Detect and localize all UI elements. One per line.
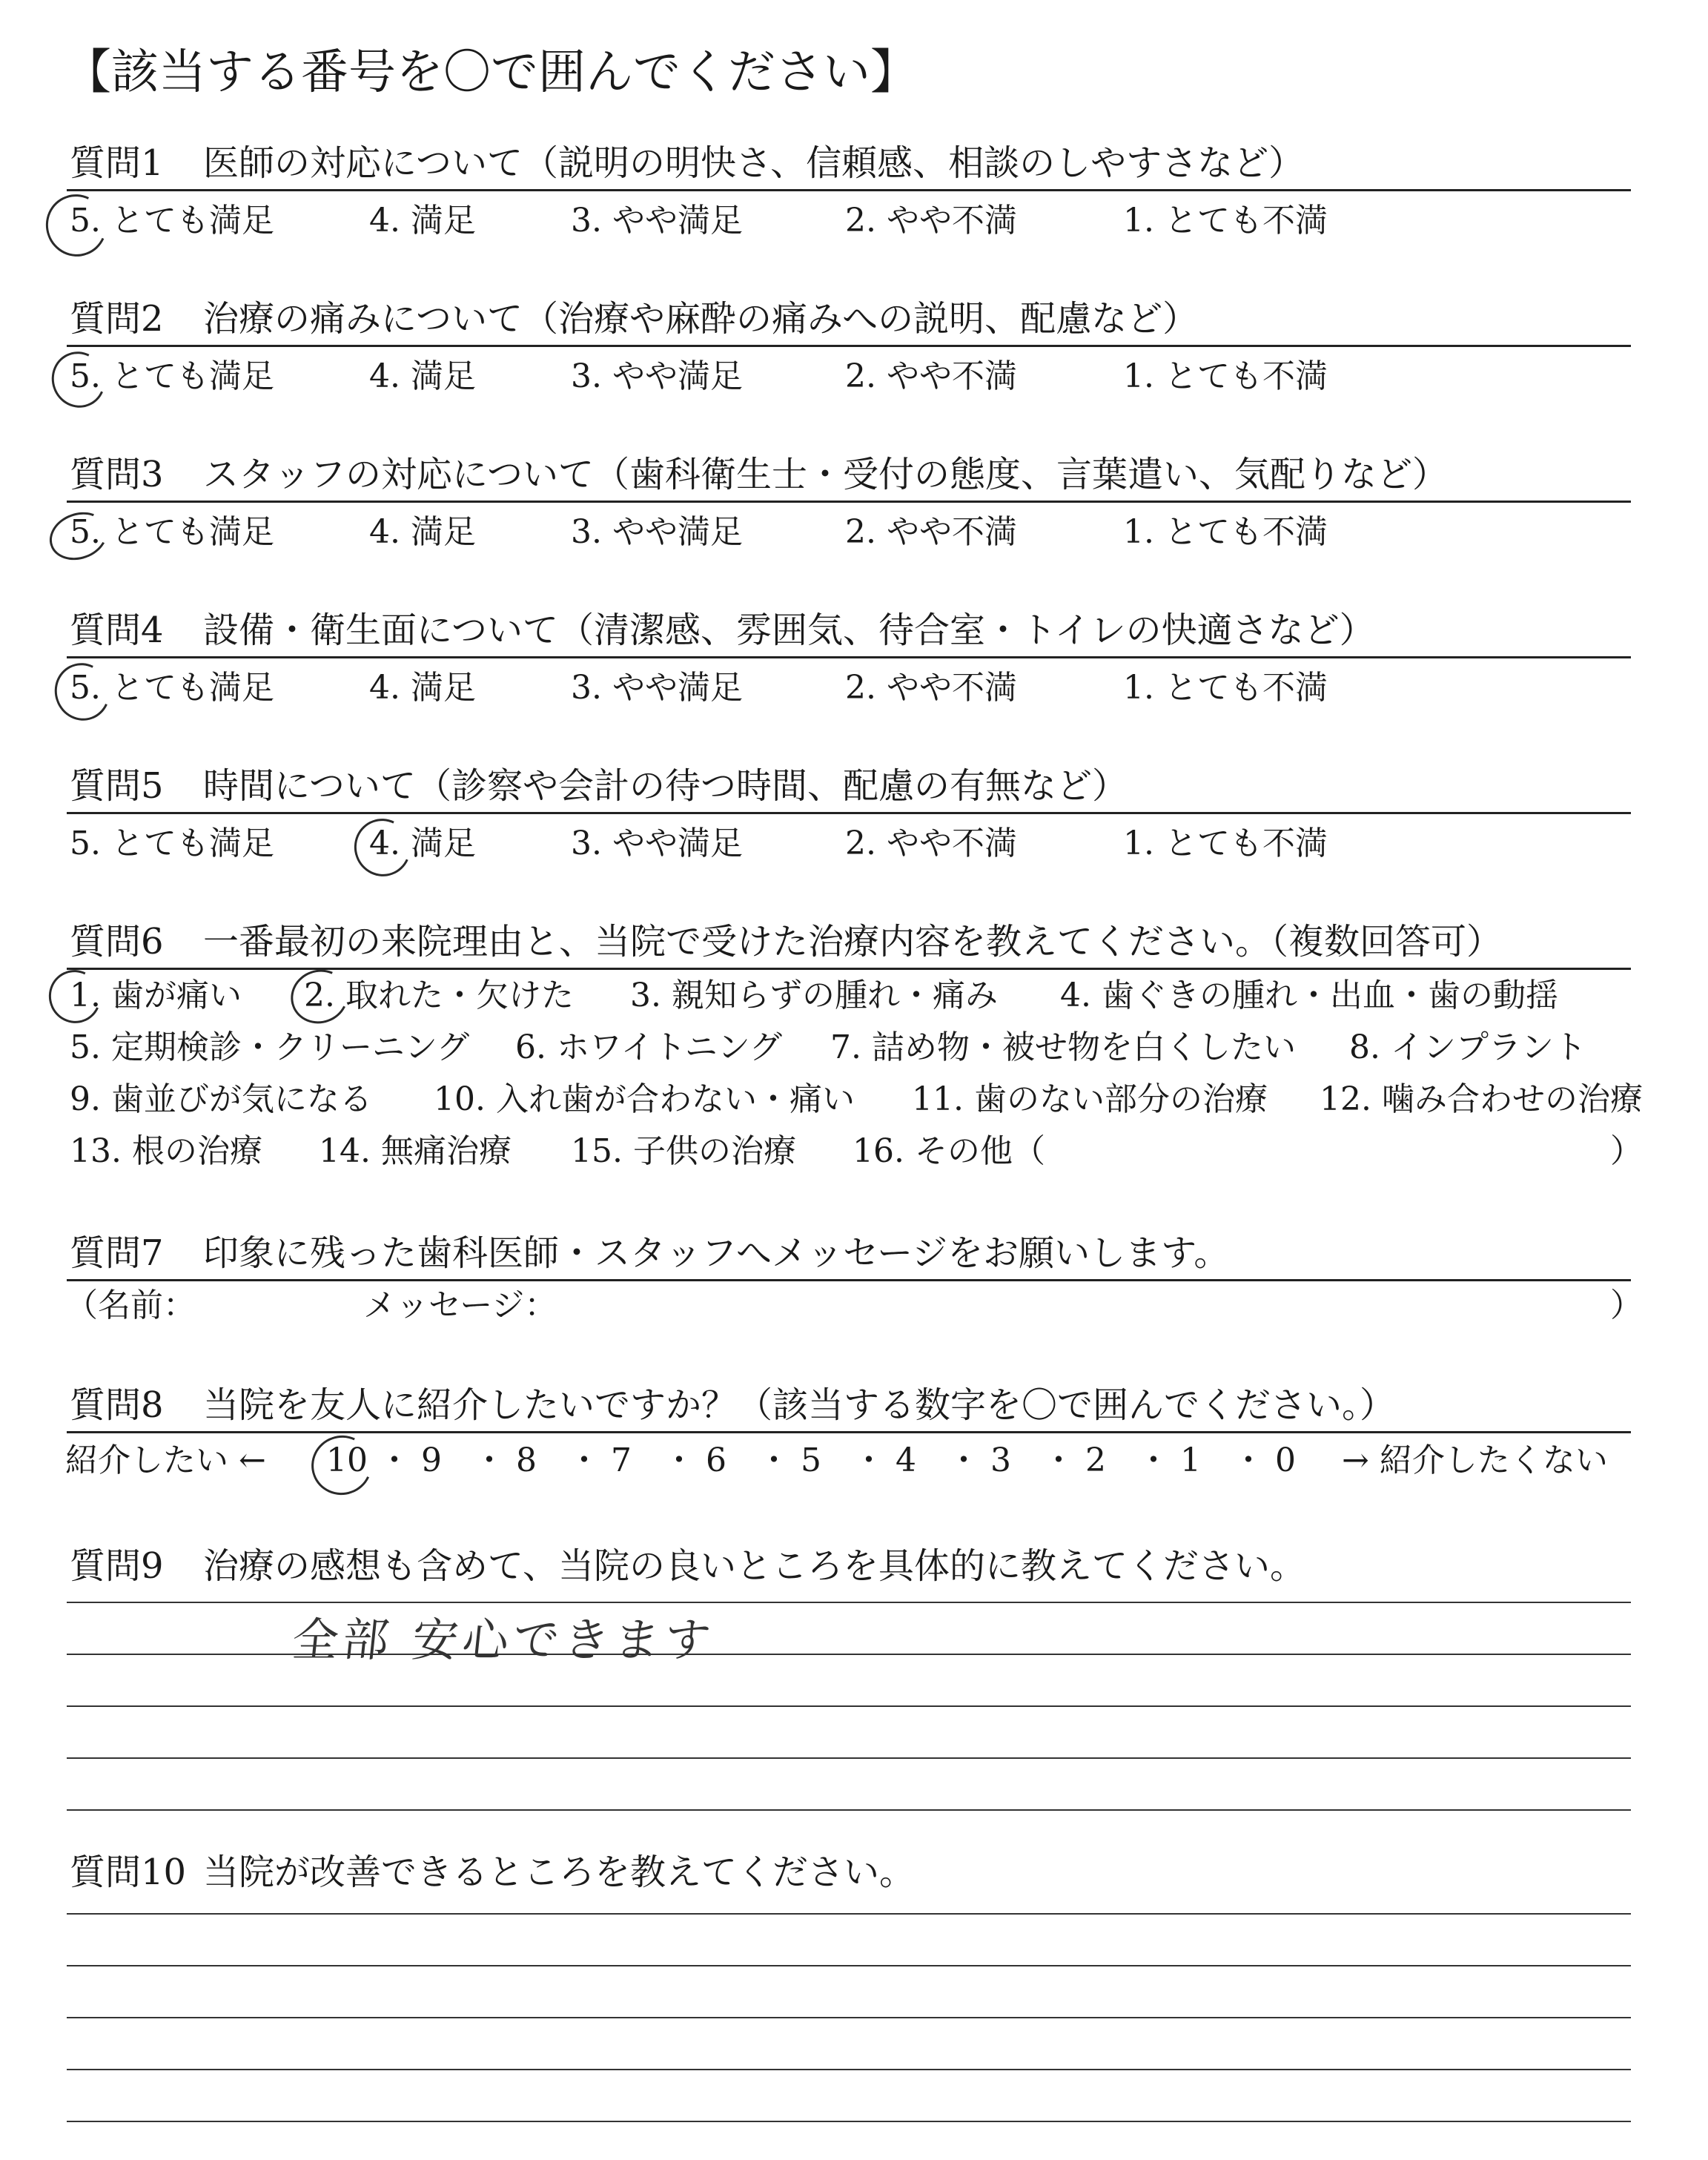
- q1-option-1[interactable]: 1. とても不満: [1123, 202, 1328, 240]
- question-text: 治療の感想も含めて、当院の良いところを具体的に教えてください。: [203, 1545, 1306, 1587]
- q3-option-4[interactable]: 4. 満足: [369, 513, 476, 551]
- question-number: 質問8: [70, 1384, 164, 1426]
- question-text: 設備・衛生面について（清潔感、雰囲気、待合室・トイレの快適さなど）: [203, 610, 1375, 651]
- scale-value-8[interactable]: 8: [516, 1441, 537, 1479]
- hand-drawn-circle: [283, 962, 356, 1031]
- q1-option-5[interactable]: 5. とても満足: [70, 202, 274, 240]
- q4-option-3[interactable]: 3. やや満足: [571, 669, 743, 707]
- question-9: [70, 1544, 1305, 1588]
- scale-value-4[interactable]: 4: [896, 1441, 916, 1479]
- divider: [67, 968, 1631, 970]
- question-8: [70, 1383, 1395, 1427]
- answer-line: [67, 1705, 1631, 1707]
- scale-value-9[interactable]: 9: [421, 1441, 442, 1479]
- answer-line: [67, 2069, 1631, 2070]
- scale-separator: ・: [378, 1441, 411, 1479]
- q2-option-3[interactable]: 3. やや満足: [571, 357, 743, 395]
- question-number: 質問7: [70, 1232, 164, 1274]
- scale-value-5[interactable]: 5: [801, 1441, 821, 1479]
- question-text: 治療の痛みについて（治療や麻酔の痛みへの説明、配慮など）: [203, 298, 1199, 340]
- q3-option-2[interactable]: 2. やや不満: [845, 513, 1017, 551]
- scale-separator: ・: [1042, 1441, 1075, 1479]
- scale-value-2[interactable]: 2: [1085, 1441, 1106, 1479]
- hand-drawn-circle: [44, 344, 113, 415]
- scale-left-label: 紹介したい ←: [65, 1441, 266, 1479]
- hand-drawn-circle: [303, 1427, 380, 1503]
- scale-value-7[interactable]: 7: [611, 1441, 632, 1479]
- scale-separator: ・: [663, 1441, 695, 1479]
- question-text: 時間について（診察や会計の待つ時間、配慮の有無など）: [203, 765, 1128, 807]
- scale-right-label: → 紹介したくない: [1342, 1441, 1608, 1479]
- q2-option-4[interactable]: 4. 満足: [369, 357, 476, 395]
- question-number: 質問4: [70, 610, 164, 651]
- question-4: [70, 608, 1375, 653]
- scale-value-1[interactable]: 1: [1180, 1441, 1201, 1479]
- answer-line: [67, 1913, 1631, 1915]
- q6-option-16[interactable]: 16. その他（: [853, 1132, 1045, 1170]
- q6-option-4[interactable]: 4. 歯ぐきの腫れ・出血・歯の動揺: [1060, 977, 1558, 1014]
- q2-option-1[interactable]: 1. とても不満: [1123, 357, 1328, 395]
- answer-line: [67, 2017, 1631, 2018]
- q6-option-7[interactable]: 7. 詰め物・被せ物を白くしたい: [830, 1028, 1296, 1066]
- scale-separator: ・: [1232, 1441, 1265, 1479]
- scale-separator: ・: [853, 1441, 885, 1479]
- q6-option-14[interactable]: 14. 無痛治療: [319, 1132, 512, 1170]
- divider: [67, 812, 1631, 814]
- divider: [67, 1431, 1631, 1433]
- question-10: [70, 1850, 915, 1895]
- question-number: 質問9: [70, 1545, 164, 1587]
- hand-drawn-circle: [47, 655, 118, 729]
- answer-line: [67, 2121, 1631, 2122]
- scale-value-10[interactable]: 10: [326, 1441, 368, 1479]
- scale-value-0[interactable]: 0: [1275, 1441, 1296, 1479]
- q4-option-2[interactable]: 2. やや不満: [845, 669, 1017, 707]
- q5-option-2[interactable]: 2. やや不満: [845, 825, 1017, 862]
- scale-value-6[interactable]: 6: [706, 1441, 726, 1479]
- answer-line: [67, 1757, 1631, 1759]
- q5-option-3[interactable]: 3. やや満足: [571, 825, 743, 862]
- hand-drawn-circle: [42, 962, 108, 1031]
- question-text: 印象に残った歯科医師・スタッフへメッセージをお願いします。: [203, 1232, 1230, 1274]
- q1-option-2[interactable]: 2. やや不満: [845, 202, 1017, 240]
- scale-separator: ・: [1137, 1441, 1170, 1479]
- question-6: [70, 919, 1502, 964]
- q6-option-6[interactable]: 6. ホワイトニング: [515, 1028, 783, 1066]
- question-text: スタッフの対応について（歯科衛生士・受付の態度、言葉遣い、気配りなど）: [203, 454, 1449, 495]
- q5-option-5[interactable]: 5. とても満足: [70, 825, 274, 862]
- scale-separator: ・: [568, 1441, 600, 1479]
- hand-drawn-circle: [37, 186, 116, 265]
- divider: [67, 1279, 1631, 1281]
- hand-drawn-circle: [346, 810, 419, 884]
- q4-option-1[interactable]: 1. とても不満: [1123, 669, 1328, 707]
- q6-option-9[interactable]: 9. 歯並びが気になる: [70, 1080, 372, 1118]
- q6-option-8[interactable]: 8. インプラント: [1349, 1028, 1586, 1066]
- question-text: 一番最初の来院理由と、当院で受けた治療内容を教えてください。（複数回答可）: [203, 921, 1503, 962]
- q5-option-4[interactable]: 4. 満足: [369, 825, 476, 862]
- name-label: （名前：: [65, 1287, 196, 1324]
- handwritten-answer: 全部 安心できます: [289, 1613, 718, 1667]
- answer-line: [67, 1965, 1631, 1966]
- q2-option-5[interactable]: 5. とても満足: [70, 357, 274, 395]
- q6-option-13[interactable]: 13. 根の治療: [70, 1132, 262, 1170]
- question-number: 質問3: [70, 454, 164, 495]
- instruction-heading: 【該当する番号を〇で囲んでください】: [64, 45, 918, 100]
- divider: [67, 501, 1631, 503]
- q3-option-3[interactable]: 3. やや満足: [571, 513, 743, 551]
- divider: [67, 656, 1631, 658]
- q6-option-11[interactable]: 11. 歯のない部分の治療: [912, 1080, 1268, 1118]
- q6-option-5[interactable]: 5. 定期検診・クリーニング: [70, 1028, 470, 1066]
- q6-option-3[interactable]: 3. 親知らずの腫れ・痛み: [630, 977, 998, 1014]
- question-text: 当院が改善できるところを教えてください。: [203, 1852, 916, 1893]
- question-7: [70, 1231, 1229, 1275]
- question-number: 質問5: [70, 765, 164, 807]
- divider: [67, 189, 1631, 191]
- q6-option-15[interactable]: 15. 子供の治療: [571, 1132, 796, 1170]
- scale-separator: ・: [947, 1441, 980, 1479]
- question-2: [70, 297, 1198, 341]
- question-1: [70, 141, 1304, 185]
- divider: [67, 345, 1631, 347]
- question-number: 質問2: [70, 298, 164, 340]
- q6-option-12[interactable]: 12. 噛み合わせの治療: [1320, 1080, 1643, 1118]
- question-5: [70, 764, 1128, 808]
- message-label: メッセージ：: [363, 1287, 557, 1324]
- q5-option-1[interactable]: 1. とても不満: [1123, 825, 1328, 862]
- scale-separator: ・: [473, 1441, 506, 1479]
- q4-option-5[interactable]: 5. とても満足: [70, 669, 274, 707]
- q1-option-3[interactable]: 3. やや満足: [571, 202, 743, 240]
- q6-option-2[interactable]: 2. 取れた・欠けた: [304, 977, 574, 1014]
- question-number: 質問6: [70, 921, 164, 962]
- q7-close: ）: [1610, 1287, 1643, 1324]
- question-text: 医師の対応について（説明の明快さ、信頼感、相談のしやすさなど）: [203, 142, 1305, 184]
- q1-option-4[interactable]: 4. 満足: [369, 202, 476, 240]
- question-3: [70, 452, 1448, 497]
- question-number: 質問1: [70, 142, 164, 184]
- scale-value-3[interactable]: 3: [990, 1441, 1011, 1479]
- question-text: 当院を友人に紹介したいですか？（該当する数字を〇で囲んでください。）: [203, 1384, 1396, 1426]
- q3-option-5[interactable]: 5. とても満足: [70, 513, 274, 551]
- q6-option-10[interactable]: 10. 入れ歯が合わない・痛い: [434, 1080, 855, 1118]
- q3-option-1[interactable]: 1. とても不満: [1123, 513, 1328, 551]
- q4-option-4[interactable]: 4. 満足: [369, 669, 476, 707]
- q6-option-1[interactable]: 1. 歯が痛い: [70, 977, 242, 1014]
- question-number: 質問10: [70, 1852, 187, 1893]
- q6-other-close: ）: [1610, 1132, 1643, 1170]
- answer-line: [67, 1809, 1631, 1811]
- q2-option-2[interactable]: 2. やや不満: [845, 357, 1017, 395]
- scale-separator: ・: [758, 1441, 790, 1479]
